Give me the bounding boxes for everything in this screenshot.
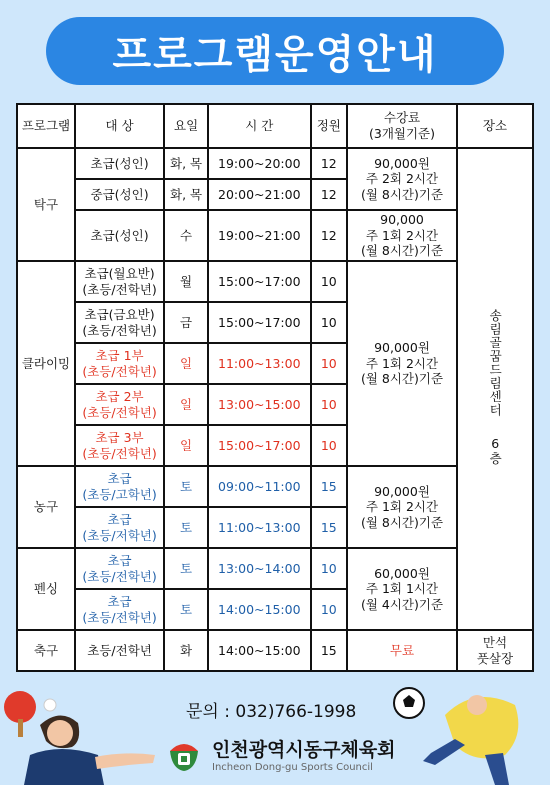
cell-capacity: 10 xyxy=(311,302,348,343)
program-climbing: 클라이밍 xyxy=(17,261,75,466)
cell-capacity: 15 xyxy=(311,466,348,507)
program-tabletennis: 탁구 xyxy=(17,148,75,261)
cell-time: 14:00~15:00 xyxy=(208,589,311,630)
organization-name: 인천광역시동구체육회 xyxy=(212,739,396,761)
cell-time: 15:00~17:00 xyxy=(208,261,311,302)
cell-place: 만석 풋살장 xyxy=(457,630,533,671)
header-target: 대 상 xyxy=(75,104,164,148)
cell-capacity: 15 xyxy=(311,630,348,671)
cell-target: 초급 (초등/고학년) xyxy=(75,466,164,507)
cell-target: 초등/전학년 xyxy=(75,630,164,671)
cell-capacity: 12 xyxy=(311,210,348,261)
cell-target: 초급 1부 (초등/전학년) xyxy=(75,343,164,384)
header-day: 요일 xyxy=(164,104,208,148)
cell-capacity: 10 xyxy=(311,548,348,589)
cell-day: 화, 목 xyxy=(164,148,208,179)
table-row xyxy=(17,148,533,179)
cell-target: 초급(성인) xyxy=(75,148,164,179)
cell-day: 토 xyxy=(164,589,208,630)
cell-time: 11:00~13:00 xyxy=(208,343,311,384)
table-tennis-player-illustration xyxy=(0,685,165,785)
header-time: 시 간 xyxy=(208,104,311,148)
cell-capacity: 10 xyxy=(311,589,348,630)
cell-day: 수 xyxy=(164,210,208,261)
cell-capacity: 12 xyxy=(311,179,348,210)
cell-capacity: 10 xyxy=(311,425,348,466)
table-row xyxy=(17,466,533,507)
cell-time: 13:00~14:00 xyxy=(208,548,311,589)
cell-day: 일 xyxy=(164,343,208,384)
place-name: 송림골꿈드림센터 xyxy=(487,308,503,417)
cell-time: 11:00~13:00 xyxy=(208,507,311,548)
cell-day: 토 xyxy=(164,466,208,507)
cell-capacity: 10 xyxy=(311,343,348,384)
cell-fee: 무료 xyxy=(347,630,457,671)
cell-time: 09:00~11:00 xyxy=(208,466,311,507)
cell-fee: 90,000원 주 2회 2시간 (월 8시간)기준 xyxy=(347,148,457,210)
cell-time: 19:00~21:00 xyxy=(208,210,311,261)
cell-target: 초급 (초등/전학년) xyxy=(75,548,164,589)
cell-place xyxy=(457,148,533,630)
cell-time: 19:00~20:00 xyxy=(208,148,311,179)
header-place: 장소 xyxy=(457,104,533,148)
cell-target: 초급 (초등/전학년) xyxy=(75,589,164,630)
sports-council-logo-icon xyxy=(166,737,202,773)
header-fee: 수강료 (3개월기준) xyxy=(347,104,457,148)
cell-target: 초급 3부 (초등/전학년) xyxy=(75,425,164,466)
cell-fee: 90,000 주 1회 2시간 (월 8시간)기준 xyxy=(347,210,457,261)
program-schedule-table xyxy=(16,103,534,672)
contact-info: 문의 : 032)766-1998 xyxy=(186,702,357,722)
table-row xyxy=(17,261,533,302)
cell-capacity: 15 xyxy=(311,507,348,548)
cell-day: 화 xyxy=(164,630,208,671)
page-title: 프로그램운영안내 xyxy=(46,17,504,85)
place-floor: 6층 xyxy=(487,436,503,466)
cell-day: 금 xyxy=(164,302,208,343)
organization-subtitle: Incheon Dong-gu Sports Council xyxy=(212,762,373,773)
cell-fee: 90,000원 주 1회 2시간 (월 8시간)기준 xyxy=(347,261,457,466)
program-soccer: 축구 xyxy=(17,630,75,671)
cell-target: 중급(성인) xyxy=(75,179,164,210)
cell-target: 초급(월요반) (초등/전학년) xyxy=(75,261,164,302)
cell-day: 토 xyxy=(164,548,208,589)
cell-target: 초급 2부 (초등/전학년) xyxy=(75,384,164,425)
table-header-row xyxy=(17,104,533,148)
cell-day: 일 xyxy=(164,384,208,425)
cell-target: 초급(금요반) (초등/전학년) xyxy=(75,302,164,343)
cell-time: 14:00~15:00 xyxy=(208,630,311,671)
table-row xyxy=(17,630,533,671)
cell-target: 초급 (초등/저학년) xyxy=(75,507,164,548)
header-program: 프로그램 xyxy=(17,104,75,148)
cell-time: 15:00~17:00 xyxy=(208,302,311,343)
cell-fee: 60,000원 주 1회 1시간 (월 4시간)기준 xyxy=(347,548,457,630)
program-fencing: 펜싱 xyxy=(17,548,75,630)
cell-fee: 90,000원 주 1회 2시간 (월 8시간)기준 xyxy=(347,466,457,548)
soccer-player-illustration xyxy=(385,675,550,785)
cell-target: 초급(성인) xyxy=(75,210,164,261)
cell-time: 15:00~17:00 xyxy=(208,425,311,466)
header-capacity: 정원 xyxy=(311,104,348,148)
table-row xyxy=(17,548,533,589)
program-basketball: 농구 xyxy=(17,466,75,548)
table-row xyxy=(17,210,533,261)
cell-day: 토 xyxy=(164,507,208,548)
cell-day: 화, 목 xyxy=(164,179,208,210)
cell-time: 20:00~21:00 xyxy=(208,179,311,210)
cell-day: 일 xyxy=(164,425,208,466)
cell-capacity: 10 xyxy=(311,384,348,425)
cell-day: 월 xyxy=(164,261,208,302)
cell-capacity: 10 xyxy=(311,261,348,302)
cell-capacity: 12 xyxy=(311,148,348,179)
cell-time: 13:00~15:00 xyxy=(208,384,311,425)
